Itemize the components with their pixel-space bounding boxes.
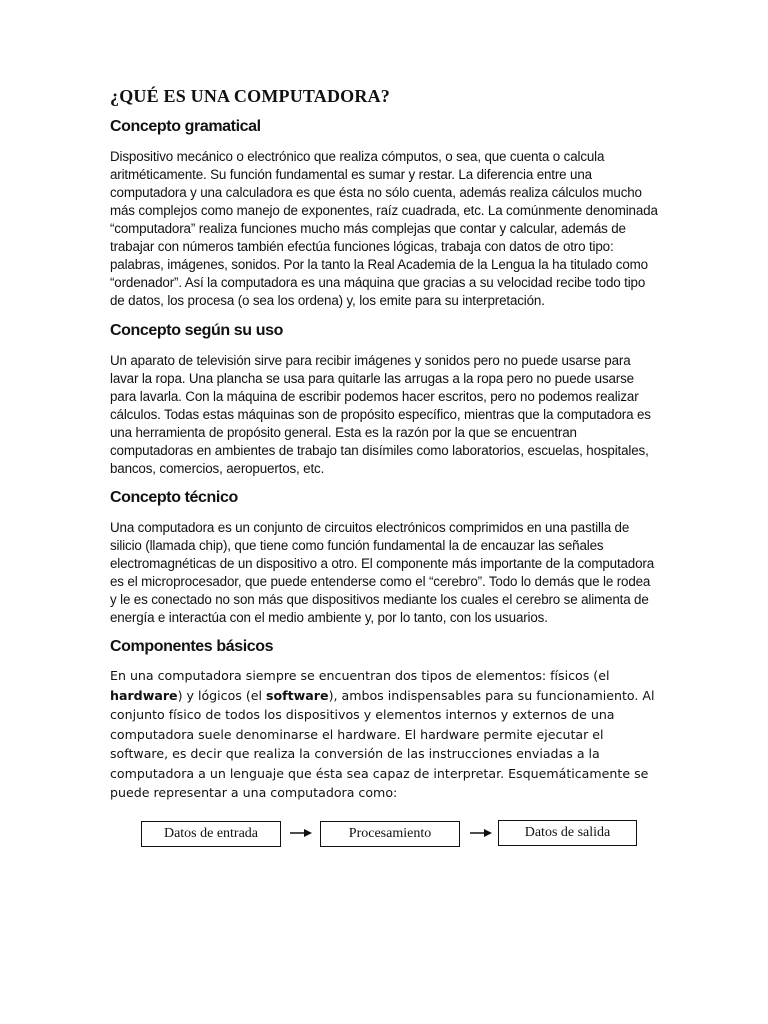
- diagram-box-output: Datos de salida: [498, 820, 637, 846]
- text-fragment: ) y lógicos (el: [177, 687, 267, 703]
- hardware-term: hardware: [110, 687, 178, 703]
- diagram-box-processing: Procesamiento: [320, 821, 460, 847]
- heading-componentes-basicos: Componentes básicos: [110, 638, 274, 655]
- paragraph-concepto-tecnico: Una computadora es un conjunto de circuitos electrónicos comprimidos en una pastilla de silicio (llamada chip), que tiene como función fundamental la de encauzar las señales electromagnéticas de un dispositivo a otro. El componente más importante de la computadora es el microprocesador, que puede entenderse como el “cerebro”. Todo lo demás que le rodea y le es conectado no son más que dispositivos mediante los cuales el cerebro se alimenta de energía e interactúa con el medio ambiente y, por lo tanto, con los usuarios.: [110, 520, 655, 625]
- heading-concepto-gramatical: Concepto gramatical: [110, 118, 261, 135]
- heading-concepto-uso: Concepto según su uso: [110, 322, 283, 339]
- text-fragment: ), ambos indispensables para su funcionamiento. Al conjunto físico de todos los dispositivos y elementos internos y externos de una computadora suele denominarse el hardware. El hardware permite ejecutar el software, es decir que realiza la conversión de las instrucciones enviadas a la computadora a un lenguaje que ésta sea capaz de interpretar. Esquemáticamente se puede representar a una computadora como:: [110, 687, 655, 800]
- arrow-right-icon: [290, 828, 312, 838]
- heading-concepto-tecnico: Concepto técnico: [110, 489, 238, 506]
- software-term: software: [266, 687, 329, 703]
- paragraph-componentes-basicos: [110, 666, 660, 803]
- paragraph-concepto-gramatical: Dispositivo mecánico o electrónico que realiza cómputos, o sea, que cuenta o calcula aritméticamente. Su función fundamental es sumar y restar. La diferencia entre una computadora y una calculadora es que ésta no sólo cuenta, además realiza cálculos mucho más complejos como manejo de exponentes, raíz cuadrada, etc. La comúnmente denominada “computadora” realiza funciones mucho más complejas que contar y calcular, además de trabajar con números también efectúa funciones lógicas, trabaja con datos de otro tipo: palabras, imágenes, sonidos. Por la tanto la Real Academia de la Lengua la ha titulado como “ordenador”. Así la computadora es una máquina que gracias a su velocidad recibe todo tipo de datos, los procesa (o sea los ordena) y, los emite para su interpretación.: [110, 149, 658, 308]
- page-title: ¿QUÉ ES UNA COMPUTADORA?: [110, 86, 390, 106]
- text-fragment: En una computadora siempre se encuentran dos tipos de elementos: físicos (el: [110, 668, 610, 683]
- diagram-box-input: Datos de entrada: [141, 821, 281, 847]
- paragraph-concepto-uso: Un aparato de televisión sirve para recibir imágenes y sonidos pero no puede usarse para lavar la ropa. Una plancha se usa para quitarle las arrugas a la ropa pero no puede usarse para lavarla. Con la máquina de escribir podemos hacer escritos, pero no podemos realizar cálculos. Todas estas máquinas son de propósito específico, mientras que la computadora es una herramienta de propósito general. Esta es la razón por la que se encuentran computadoras en ambientes de trabajo tan disímiles como laboratorios, escuelas, hospitales, bancos, comercios, aeropuertos, etc.: [110, 353, 651, 476]
- arrow-right-icon: [470, 828, 492, 838]
